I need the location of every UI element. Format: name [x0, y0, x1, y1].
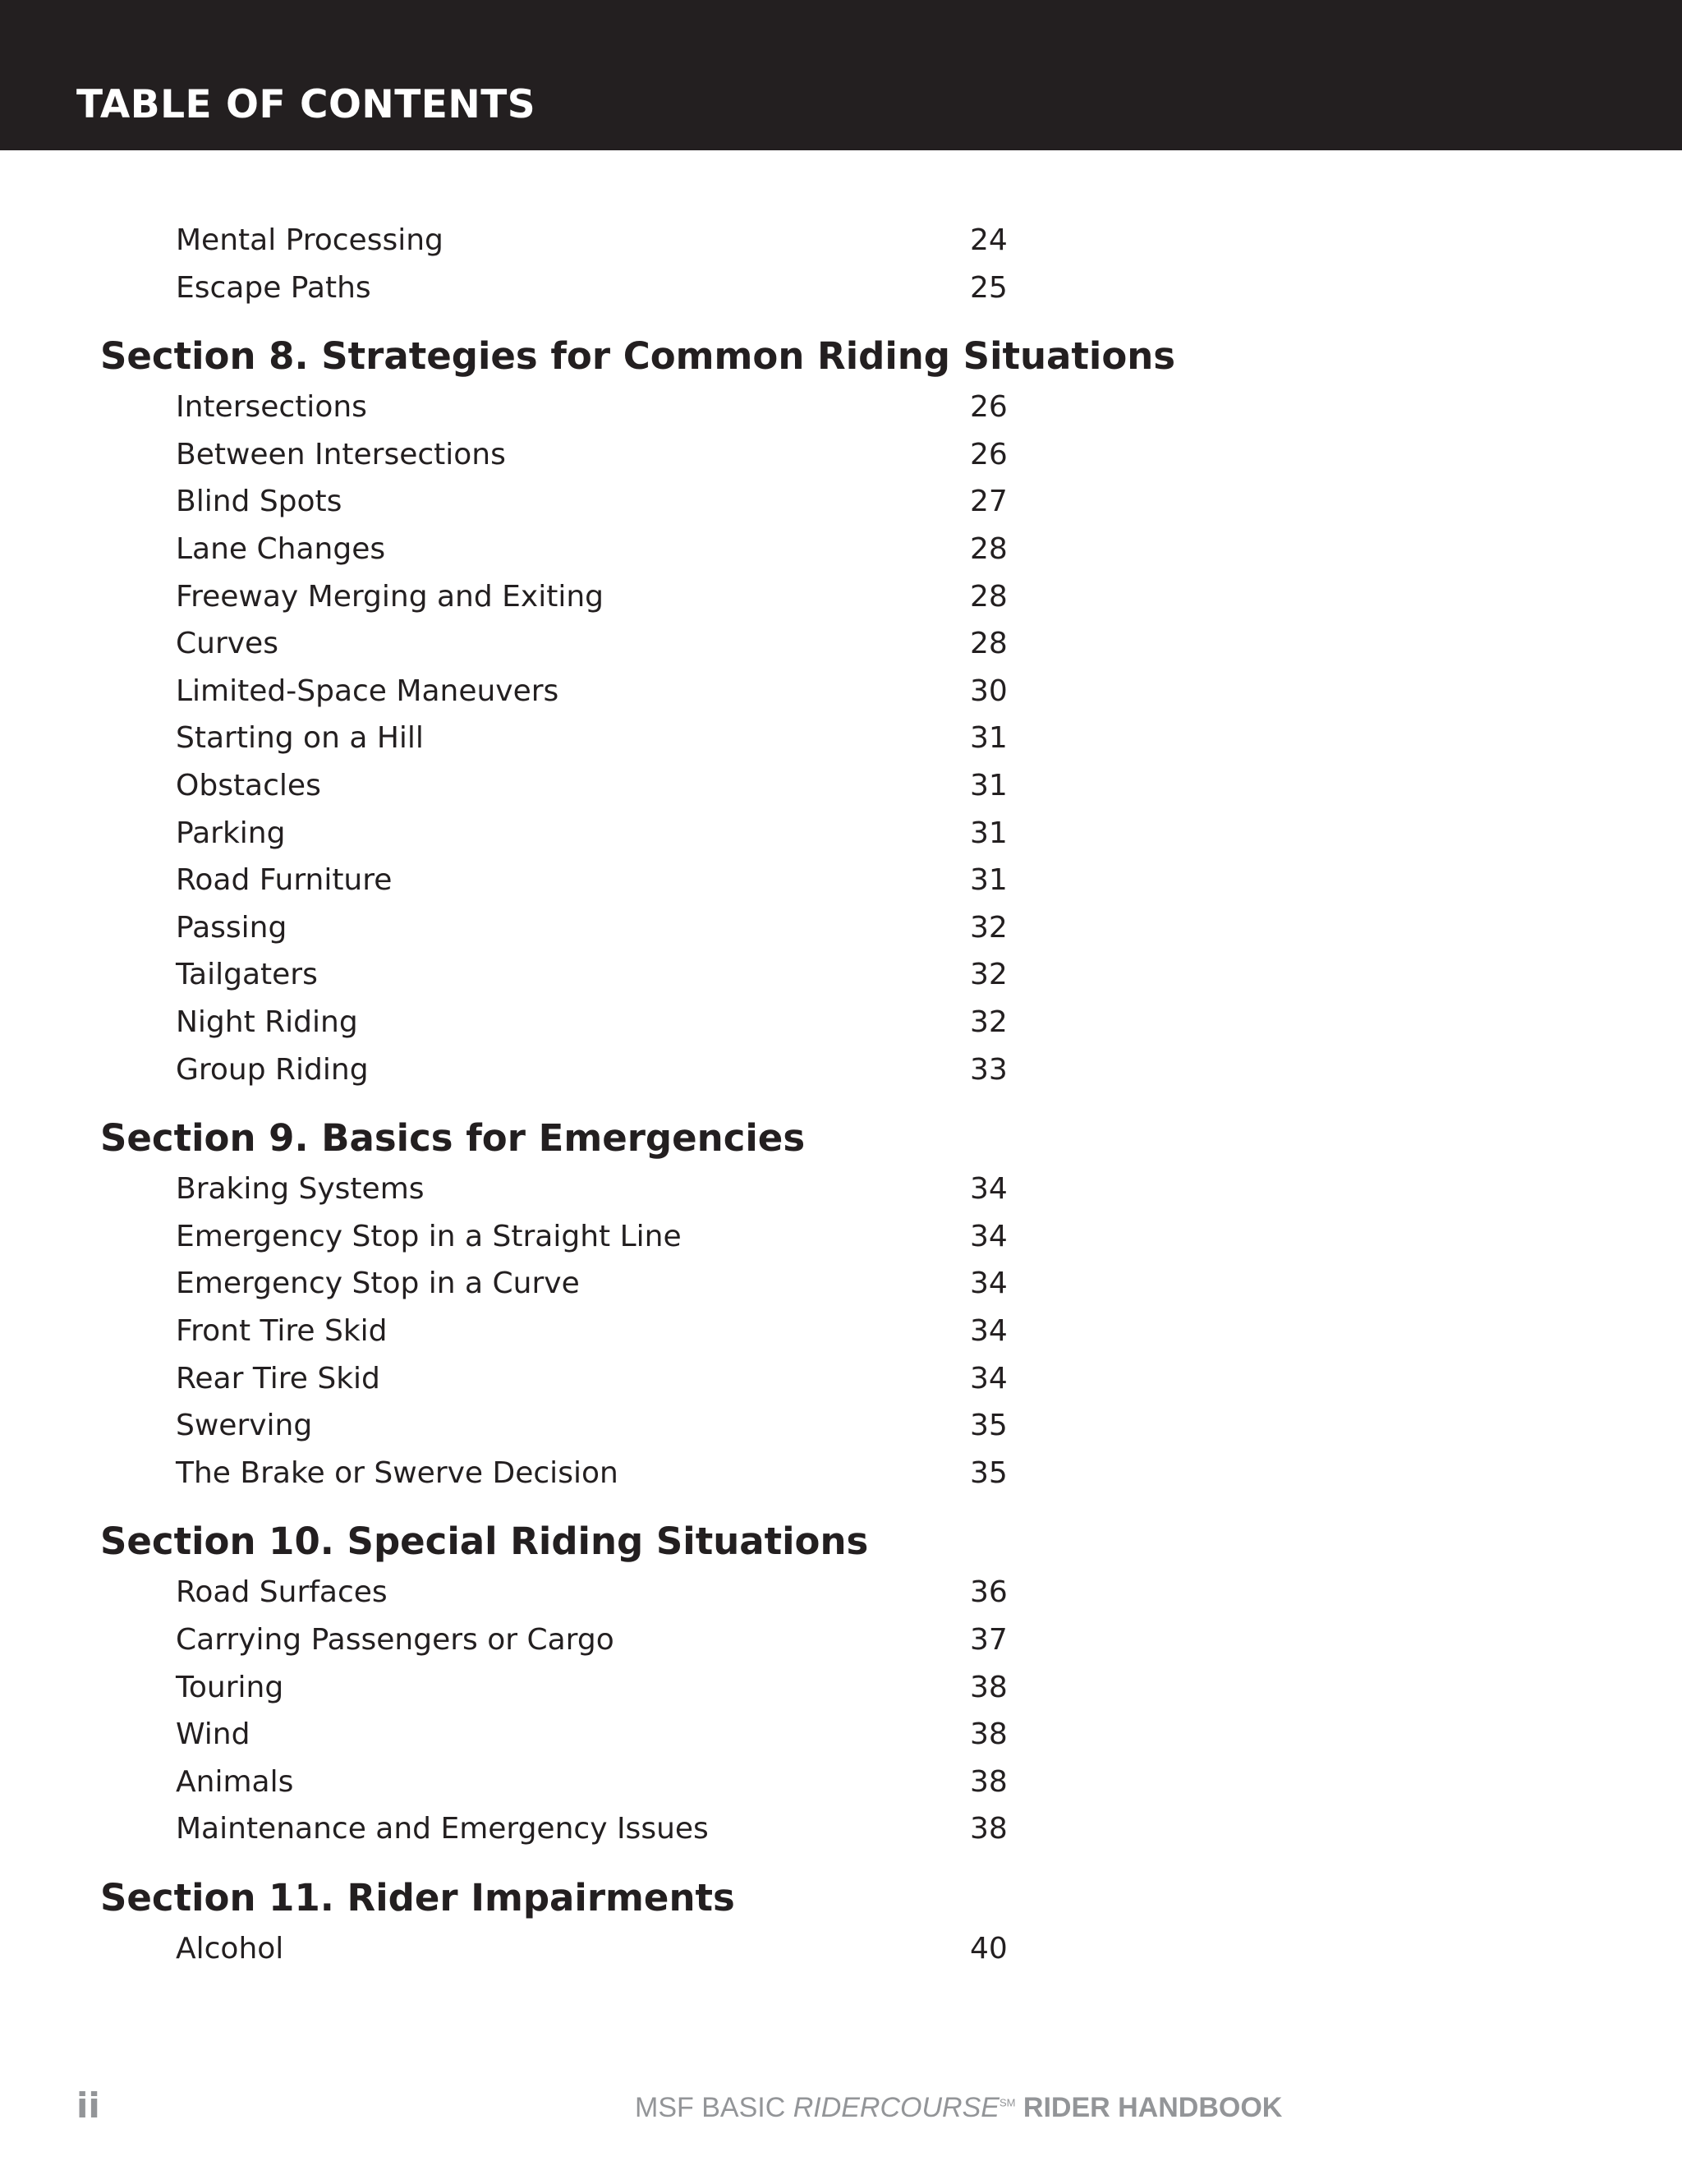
toc-entry-page-number: 31 — [970, 816, 1008, 850]
toc-entry-label: Starting on a Hill — [176, 721, 424, 756]
toc-entry — [176, 668, 1008, 715]
toc-entry-page-number: 26 — [970, 437, 1008, 471]
toc-entry-page-number: 35 — [970, 1409, 1008, 1443]
toc-entry-label: Front Tire Skid — [176, 1314, 388, 1348]
toc-entry-label: Blind Spots — [176, 485, 342, 519]
toc-entry — [176, 904, 1008, 952]
toc-entry-page-number: 26 — [970, 390, 1008, 425]
toc-entry-page-number: 28 — [970, 532, 1008, 566]
toc-entry — [176, 1308, 1008, 1355]
toc-entry — [176, 1260, 1008, 1308]
toc-entry-page-number: 27 — [970, 485, 1008, 519]
toc-entry — [176, 217, 1008, 264]
toc-entry-label: Mental Processing — [176, 223, 443, 257]
footer-book-title — [635, 2094, 1282, 2122]
toc-entry — [176, 857, 1008, 904]
toc-entry — [176, 1569, 1008, 1616]
toc-entry — [176, 573, 1008, 621]
toc-entry-page-number: 28 — [970, 627, 1008, 661]
toc-entry-page-number: 31 — [970, 863, 1008, 898]
toc-entry — [176, 1450, 1008, 1497]
toc-entry — [176, 762, 1008, 810]
toc-entry-label: Intersections — [176, 390, 367, 425]
toc-entry-label: Passing — [176, 910, 287, 945]
section-heading: Section 11. Rider Impairments — [100, 1876, 735, 1920]
section-heading: Section 10. Special Riding Situations — [100, 1520, 869, 1564]
toc-entry — [176, 1664, 1008, 1712]
footer-title-italic: RIDERCOURSE — [793, 2092, 1000, 2123]
toc-entry-page-number: 40 — [970, 1932, 1008, 1966]
toc-entry-label: Braking Systems — [176, 1172, 425, 1207]
page-title: TABLE OF CONTENTS — [76, 82, 536, 127]
header-bar — [0, 0, 1682, 150]
toc-entry-page-number: 24 — [970, 223, 1008, 257]
toc-entry-page-number: 34 — [970, 1314, 1008, 1348]
toc-entry-label: Tailgaters — [176, 958, 318, 992]
toc-entry-label: Night Riding — [176, 1005, 358, 1039]
toc-entry-label: Escape Paths — [176, 270, 371, 305]
toc-entry-label: Road Surfaces — [176, 1575, 388, 1610]
toc-entry-label: Freeway Merging and Exiting — [176, 579, 604, 614]
toc-entry-page-number: 35 — [970, 1455, 1008, 1490]
toc-entry-label: Swerving — [176, 1409, 313, 1443]
toc-entry — [176, 999, 1008, 1046]
toc-entry — [176, 1213, 1008, 1261]
toc-entry-page-number: 32 — [970, 910, 1008, 945]
toc-entry-page-number: 36 — [970, 1575, 1008, 1610]
toc-entry-page-number: 38 — [970, 1670, 1008, 1704]
toc-entry — [176, 1925, 1008, 1973]
footer-title-suffix: RIDER HANDBOOK — [1015, 2092, 1283, 2123]
toc-entry — [176, 526, 1008, 573]
toc-entry-label: Carrying Passengers or Cargo — [176, 1623, 614, 1657]
toc-entry-page-number: 38 — [970, 1812, 1008, 1846]
toc-entry-page-number: 33 — [970, 1052, 1008, 1087]
toc-entry — [176, 1166, 1008, 1213]
toc-entry — [176, 620, 1008, 668]
toc-entry-label: Road Furniture — [176, 863, 393, 898]
toc-entry-page-number: 31 — [970, 721, 1008, 756]
toc-entry-label: Obstacles — [176, 769, 321, 802]
toc-entry-page-number: 37 — [970, 1623, 1008, 1657]
toc-entry-page-number: 34 — [970, 1219, 1008, 1253]
section-heading: Section 9. Basics for Emergencies — [100, 1116, 806, 1161]
toc-entry-label: Wind — [176, 1717, 250, 1752]
toc-entry-label: Limited-Space Maneuvers — [176, 674, 559, 708]
toc-entry-label: Animals — [176, 1764, 294, 1799]
toc-entry — [176, 264, 1008, 312]
toc-entry-label: Between Intersections — [176, 437, 506, 471]
toc-entry — [176, 1355, 1008, 1403]
footer-title-prefix: MSF BASIC — [635, 2092, 793, 2123]
toc-entry-label: Parking — [176, 816, 286, 850]
toc-entry — [176, 1805, 1008, 1853]
toc-entry-page-number: 30 — [970, 674, 1008, 708]
toc-entry-label: Curves — [176, 627, 278, 661]
toc-entry-label: Emergency Stop in a Curve — [176, 1267, 580, 1301]
toc-entry-label: The Brake or Swerve Decision — [176, 1455, 618, 1490]
toc-entry-page-number: 38 — [970, 1764, 1008, 1799]
footer-page-number: ii — [76, 2085, 100, 2126]
toc-entry — [176, 384, 1008, 431]
toc-entry-page-number: 34 — [970, 1172, 1008, 1207]
toc-entry-label: Maintenance and Emergency Issues — [176, 1812, 709, 1846]
toc-entry-label: Lane Changes — [176, 532, 386, 566]
toc-entry-page-number: 34 — [970, 1267, 1008, 1301]
toc-entry — [176, 951, 1008, 999]
toc-entry — [176, 1046, 1008, 1094]
toc-entry — [176, 478, 1008, 526]
toc-entry — [176, 431, 1008, 479]
toc-entry-page-number: 25 — [970, 270, 1008, 305]
toc-entry-page-number: 28 — [970, 579, 1008, 614]
toc-entry-label: Rear Tire Skid — [176, 1361, 380, 1395]
section-heading: Section 8. Strategies for Common Riding Situations — [100, 334, 1176, 379]
toc-entry-page-number: 32 — [970, 958, 1008, 992]
toc-entry-page-number: 31 — [970, 769, 1008, 802]
toc-entry — [176, 715, 1008, 762]
toc-entry — [176, 810, 1008, 858]
toc-entry-label: Emergency Stop in a Straight Line — [176, 1219, 682, 1253]
toc-entry — [176, 1616, 1008, 1664]
toc-entry-label: Alcohol — [176, 1932, 284, 1966]
toc-entry-page-number: 32 — [970, 1005, 1008, 1039]
toc-entry — [176, 1759, 1008, 1806]
toc-entry-label: Touring — [176, 1670, 284, 1704]
footer-title-trademark: SM — [999, 2096, 1016, 2109]
toc-entry — [176, 1402, 1008, 1450]
toc-entry-page-number: 34 — [970, 1361, 1008, 1395]
toc-entry-page-number: 38 — [970, 1717, 1008, 1752]
toc-entry — [176, 1711, 1008, 1759]
toc-entry-label: Group Riding — [176, 1052, 369, 1087]
